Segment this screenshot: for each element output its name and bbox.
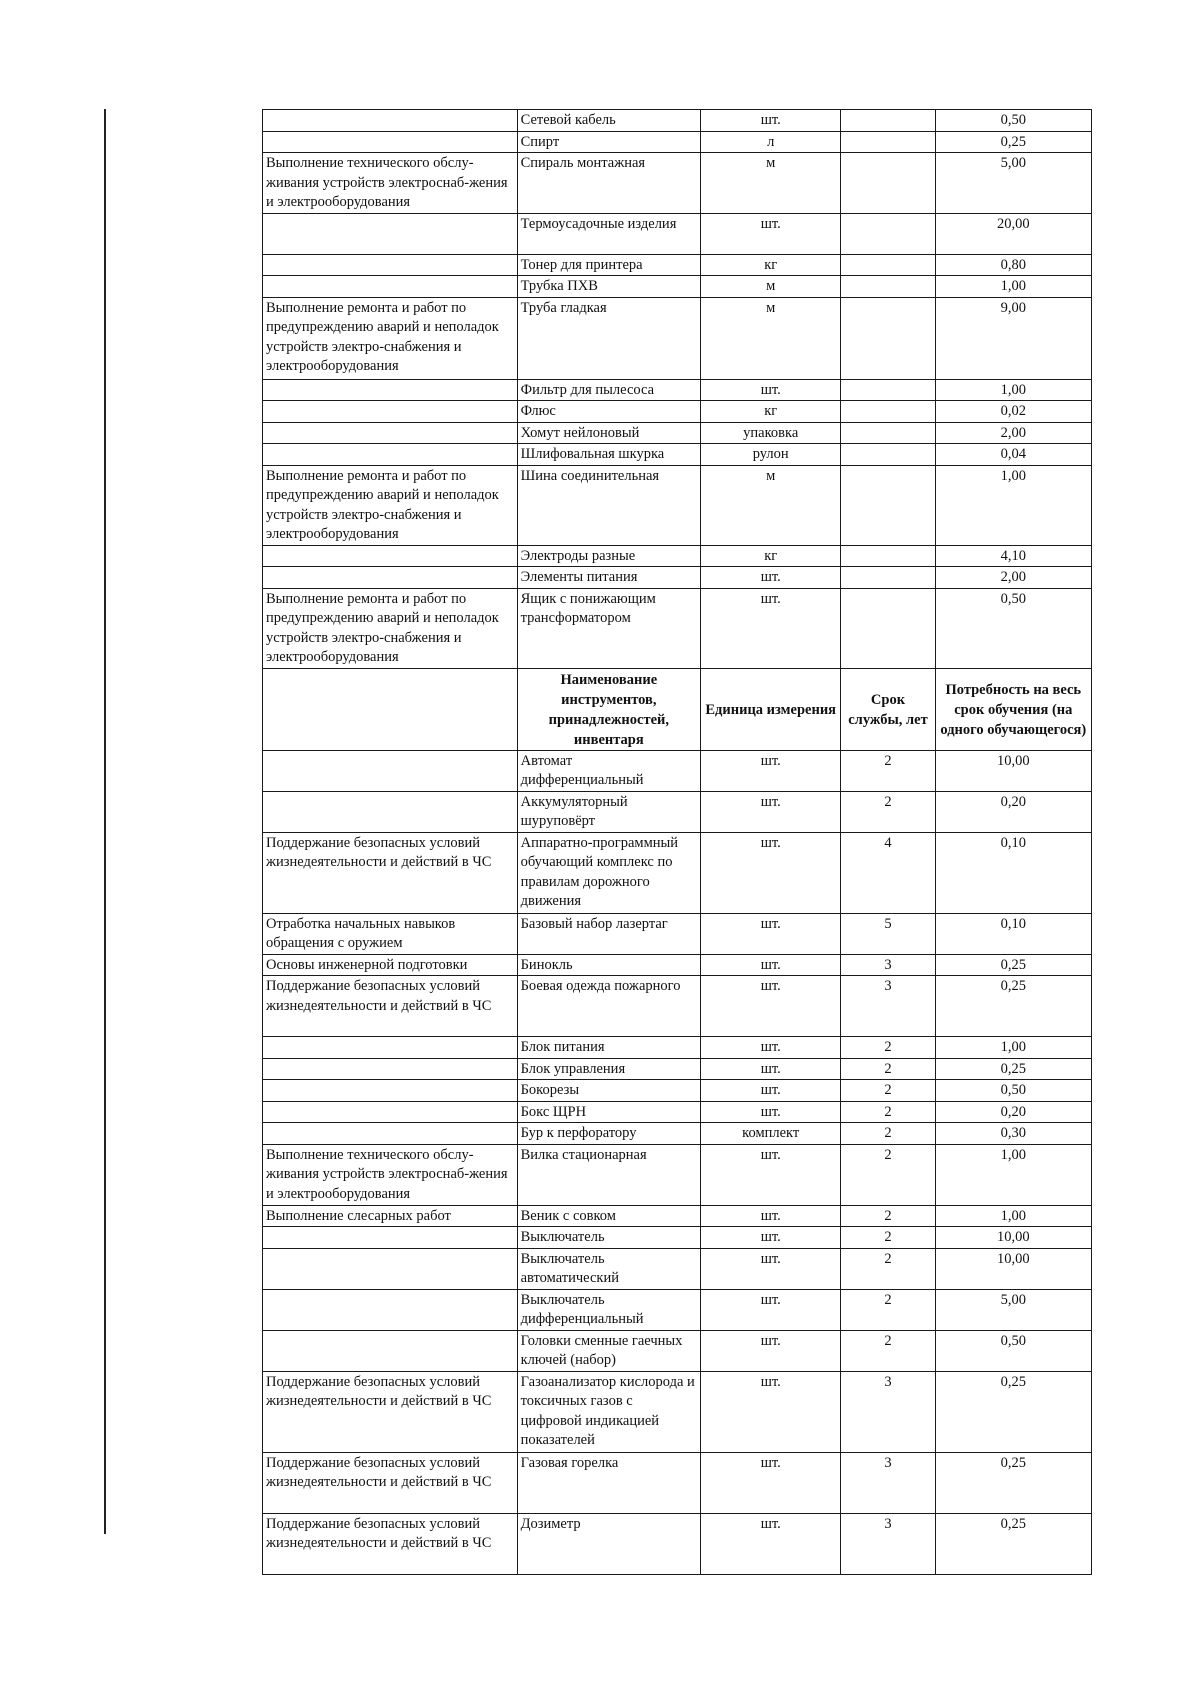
cell-name: Базовый набор лазертаг — [517, 913, 700, 954]
cell-name: Электроды разные — [517, 545, 700, 567]
material-row — [263, 254, 1092, 276]
cell-need: 20,00 — [935, 213, 1091, 254]
cell-name: Аккумуляторный шуруповёрт — [517, 791, 700, 832]
cell-unit: шт. — [701, 954, 841, 976]
cell-activity — [263, 254, 518, 276]
cell-name: Головки сменные гаечных ключей (набор) — [517, 1330, 700, 1371]
cell-activity — [263, 422, 518, 444]
cell-unit: шт. — [701, 213, 841, 254]
cell-life: 2 — [841, 750, 935, 791]
cell-name: Фильтр для пылесоса — [517, 379, 700, 401]
cell-need: 1,00 — [935, 1205, 1091, 1227]
cell-need: 0,25 — [935, 1452, 1091, 1513]
cell-unit: шт. — [701, 750, 841, 791]
cell-need: 0,25 — [935, 1371, 1091, 1452]
cell-name: Выключатель — [517, 1227, 700, 1249]
cell-need: 0,50 — [935, 1080, 1091, 1102]
cell-name: Бур к перфоратору — [517, 1123, 700, 1145]
cell-unit: шт. — [701, 976, 841, 1037]
cell-need: 1,00 — [935, 379, 1091, 401]
header-name: Наименование инструментов, принадлежностей, инвентаря — [517, 668, 700, 750]
cell-activity: Поддержание безопасных условий жизнедеятельности и действий в ЧС — [263, 1452, 518, 1513]
cell-activity: Основы инженерной подготовки — [263, 954, 518, 976]
cell-need: 0,25 — [935, 976, 1091, 1037]
tool-row — [263, 1058, 1092, 1080]
cell-unit: шт. — [701, 1248, 841, 1289]
cell-unit: шт. — [701, 1513, 841, 1574]
tool-row — [263, 954, 1092, 976]
material-row — [263, 110, 1092, 132]
tool-row — [263, 1289, 1092, 1330]
header-unit: Единица измерения — [701, 668, 841, 750]
tool-row — [263, 1330, 1092, 1371]
cell-name: Выключатель автоматический — [517, 1248, 700, 1289]
cell-activity — [263, 750, 518, 791]
cell-unit: шт. — [701, 791, 841, 832]
tool-row — [263, 976, 1092, 1037]
cell-unit: шт. — [701, 913, 841, 954]
cell-life: 2 — [841, 1205, 935, 1227]
cell-activity — [263, 131, 518, 153]
cell-need: 10,00 — [935, 1248, 1091, 1289]
cell-need: 5,00 — [935, 153, 1091, 214]
cell-need: 0,10 — [935, 832, 1091, 913]
cell-name: Ящик с понижающим трансформатором — [517, 588, 700, 668]
cell-need: 0,30 — [935, 1123, 1091, 1145]
cell-need: 2,00 — [935, 422, 1091, 444]
cell-unit: шт. — [701, 1371, 841, 1452]
cell-life — [841, 567, 935, 589]
cell-name: Бокорезы — [517, 1080, 700, 1102]
material-row — [263, 276, 1092, 298]
cell-need: 0,02 — [935, 401, 1091, 423]
cell-need: 1,00 — [935, 1144, 1091, 1205]
cell-activity: Выполнение технического обслу-живания устройств электроснаб-жения и электрооборудования — [263, 1144, 518, 1205]
tool-row — [263, 791, 1092, 832]
cell-need: 0,25 — [935, 131, 1091, 153]
material-row — [263, 545, 1092, 567]
cell-life: 2 — [841, 1123, 935, 1145]
cell-unit: шт. — [701, 588, 841, 668]
material-row — [263, 465, 1092, 545]
cell-need: 0,25 — [935, 1513, 1091, 1574]
tool-row — [263, 832, 1092, 913]
cell-unit: шт. — [701, 1289, 841, 1330]
cell-name: Блок питания — [517, 1037, 700, 1059]
cell-activity — [263, 1123, 518, 1145]
cell-unit: м — [701, 465, 841, 545]
cell-life: 2 — [841, 1330, 935, 1371]
cell-activity: Выполнение ремонта и работ по предупреждению аварий и неполадок устройств электро-снабжения и электрооборудования — [263, 465, 518, 545]
cell-activity — [263, 791, 518, 832]
cell-name: Шина соединительная — [517, 465, 700, 545]
tool-row — [263, 1123, 1092, 1145]
cell-activity — [263, 276, 518, 298]
cell-name: Аппаратно-программный обучающий комплекс по правилам дорожного движения — [517, 832, 700, 913]
cell-activity: Поддержание безопасных условий жизнедеятельности и действий в ЧС — [263, 976, 518, 1037]
cell-name: Вилка стационарная — [517, 1144, 700, 1205]
tool-row — [263, 1227, 1092, 1249]
cell-activity: Выполнение слесарных работ — [263, 1205, 518, 1227]
cell-unit: шт. — [701, 1080, 841, 1102]
cell-name: Хомут нейлоновый — [517, 422, 700, 444]
cell-unit: м — [701, 276, 841, 298]
cell-unit: кг — [701, 545, 841, 567]
cell-activity — [263, 1248, 518, 1289]
cell-life: 2 — [841, 1037, 935, 1059]
cell-need: 9,00 — [935, 297, 1091, 379]
margin-rule — [104, 109, 106, 1534]
cell-life — [841, 444, 935, 466]
cell-life: 2 — [841, 1144, 935, 1205]
tool-row — [263, 1080, 1092, 1102]
cell-activity: Поддержание безопасных условий жизнедеятельности и действий в ЧС — [263, 1513, 518, 1574]
tool-row — [263, 1371, 1092, 1452]
cell-life: 2 — [841, 1101, 935, 1123]
tool-row — [263, 1205, 1092, 1227]
cell-unit: шт. — [701, 110, 841, 132]
material-row — [263, 422, 1092, 444]
tool-row — [263, 1513, 1092, 1574]
cell-activity: Выполнение технического обслу-живания устройств электроснаб-жения и электрооборудования — [263, 153, 518, 214]
cell-life — [841, 545, 935, 567]
cell-life: 3 — [841, 954, 935, 976]
cell-life: 3 — [841, 1452, 935, 1513]
cell-life — [841, 213, 935, 254]
cell-unit: м — [701, 297, 841, 379]
cell-unit: м — [701, 153, 841, 214]
cell-activity — [263, 1037, 518, 1059]
cell-name: Сетевой кабель — [517, 110, 700, 132]
cell-life: 3 — [841, 976, 935, 1037]
cell-need: 0,80 — [935, 254, 1091, 276]
cell-name: Выключатель дифференциальный — [517, 1289, 700, 1330]
material-row — [263, 588, 1092, 668]
cell-name: Труба гладкая — [517, 297, 700, 379]
cell-need: 5,00 — [935, 1289, 1091, 1330]
cell-unit: л — [701, 131, 841, 153]
cell-life: 2 — [841, 791, 935, 832]
tool-row — [263, 1144, 1092, 1205]
cell-unit: рулон — [701, 444, 841, 466]
cell-unit: шт. — [701, 1101, 841, 1123]
cell-life — [841, 588, 935, 668]
equipment-table — [262, 109, 1092, 1575]
material-row — [263, 297, 1092, 379]
cell-life: 2 — [841, 1080, 935, 1102]
cell-activity: Отработка начальных навыков обращения с оружием — [263, 913, 518, 954]
cell-activity — [263, 545, 518, 567]
cell-activity — [263, 213, 518, 254]
cell-life — [841, 153, 935, 214]
tools-header-row — [263, 668, 1092, 750]
cell-name: Тонер для принтера — [517, 254, 700, 276]
cell-life: 2 — [841, 1058, 935, 1080]
cell-unit: кг — [701, 401, 841, 423]
header-life: Срок службы, лет — [841, 668, 935, 750]
cell-need: 1,00 — [935, 465, 1091, 545]
cell-name: Бинокль — [517, 954, 700, 976]
header-need: Потребность на весь срок обучения (на одного обучающегося) — [935, 668, 1091, 750]
cell-need: 0,20 — [935, 791, 1091, 832]
tool-row — [263, 1452, 1092, 1513]
cell-activity: Поддержание безопасных условий жизнедеятельности и действий в ЧС — [263, 832, 518, 913]
cell-unit: шт. — [701, 379, 841, 401]
material-row — [263, 401, 1092, 423]
cell-need: 2,00 — [935, 567, 1091, 589]
cell-life — [841, 110, 935, 132]
tool-row — [263, 913, 1092, 954]
material-row — [263, 379, 1092, 401]
cell-need: 0,50 — [935, 1330, 1091, 1371]
cell-name: Элементы питания — [517, 567, 700, 589]
cell-activity — [263, 1058, 518, 1080]
cell-life: 3 — [841, 1371, 935, 1452]
cell-need: 0,04 — [935, 444, 1091, 466]
header-activity — [263, 668, 518, 750]
cell-name: Флюс — [517, 401, 700, 423]
cell-need: 10,00 — [935, 750, 1091, 791]
cell-life — [841, 422, 935, 444]
cell-activity — [263, 401, 518, 423]
cell-name: Блок управления — [517, 1058, 700, 1080]
cell-unit: шт. — [701, 1227, 841, 1249]
material-row — [263, 444, 1092, 466]
cell-unit: комплект — [701, 1123, 841, 1145]
cell-life: 4 — [841, 832, 935, 913]
cell-unit: шт. — [701, 832, 841, 913]
cell-unit: шт. — [701, 1330, 841, 1371]
cell-unit: упаковка — [701, 422, 841, 444]
cell-name: Веник с совком — [517, 1205, 700, 1227]
material-row — [263, 153, 1092, 214]
cell-life: 2 — [841, 1248, 935, 1289]
cell-life: 2 — [841, 1289, 935, 1330]
cell-activity — [263, 1080, 518, 1102]
cell-name: Бокс ЩРН — [517, 1101, 700, 1123]
material-row — [263, 131, 1092, 153]
cell-life: 3 — [841, 1513, 935, 1574]
cell-life: 2 — [841, 1227, 935, 1249]
cell-life — [841, 131, 935, 153]
tool-row — [263, 1248, 1092, 1289]
cell-activity — [263, 444, 518, 466]
cell-unit: кг — [701, 254, 841, 276]
cell-activity — [263, 1101, 518, 1123]
cell-need: 0,50 — [935, 110, 1091, 132]
cell-need: 1,00 — [935, 1037, 1091, 1059]
tool-row — [263, 750, 1092, 791]
cell-life: 5 — [841, 913, 935, 954]
tool-row — [263, 1101, 1092, 1123]
cell-unit: шт. — [701, 1144, 841, 1205]
cell-unit: шт. — [701, 567, 841, 589]
cell-activity: Поддержание безопасных условий жизнедеятельности и действий в ЧС — [263, 1371, 518, 1452]
cell-need: 0,25 — [935, 1058, 1091, 1080]
cell-unit: шт. — [701, 1037, 841, 1059]
cell-life — [841, 254, 935, 276]
cell-name: Трубка ПХВ — [517, 276, 700, 298]
cell-name: Автомат дифференциальный — [517, 750, 700, 791]
cell-need: 0,25 — [935, 954, 1091, 976]
cell-unit: шт. — [701, 1205, 841, 1227]
cell-need: 10,00 — [935, 1227, 1091, 1249]
cell-need: 1,00 — [935, 276, 1091, 298]
cell-need: 0,10 — [935, 913, 1091, 954]
cell-life — [841, 379, 935, 401]
cell-activity — [263, 1227, 518, 1249]
cell-activity — [263, 1330, 518, 1371]
cell-activity — [263, 110, 518, 132]
cell-activity — [263, 379, 518, 401]
cell-life — [841, 401, 935, 423]
cell-name: Шлифовальная шкурка — [517, 444, 700, 466]
cell-life — [841, 276, 935, 298]
cell-unit: шт. — [701, 1452, 841, 1513]
cell-name: Газоанализатор кислорода и токсичных газов с цифровой индикацией показателей — [517, 1371, 700, 1452]
cell-need: 0,50 — [935, 588, 1091, 668]
cell-name: Спирт — [517, 131, 700, 153]
cell-name: Спираль монтажная — [517, 153, 700, 214]
cell-name: Газовая горелка — [517, 1452, 700, 1513]
cell-need: 0,20 — [935, 1101, 1091, 1123]
cell-activity — [263, 567, 518, 589]
cell-life — [841, 297, 935, 379]
cell-name: Дозиметр — [517, 1513, 700, 1574]
material-row — [263, 213, 1092, 254]
cell-activity: Выполнение ремонта и работ по предупреждению аварий и неполадок устройств электро-снабжения и электрооборудования — [263, 588, 518, 668]
cell-name: Термоусадочные изделия — [517, 213, 700, 254]
cell-unit: шт. — [701, 1058, 841, 1080]
cell-activity: Выполнение ремонта и работ по предупреждению аварий и неполадок устройств электро-снабжения и электрооборудования — [263, 297, 518, 379]
cell-need: 4,10 — [935, 545, 1091, 567]
cell-name: Боевая одежда пожарного — [517, 976, 700, 1037]
cell-activity — [263, 1289, 518, 1330]
tool-row — [263, 1037, 1092, 1059]
cell-life — [841, 465, 935, 545]
material-row — [263, 567, 1092, 589]
